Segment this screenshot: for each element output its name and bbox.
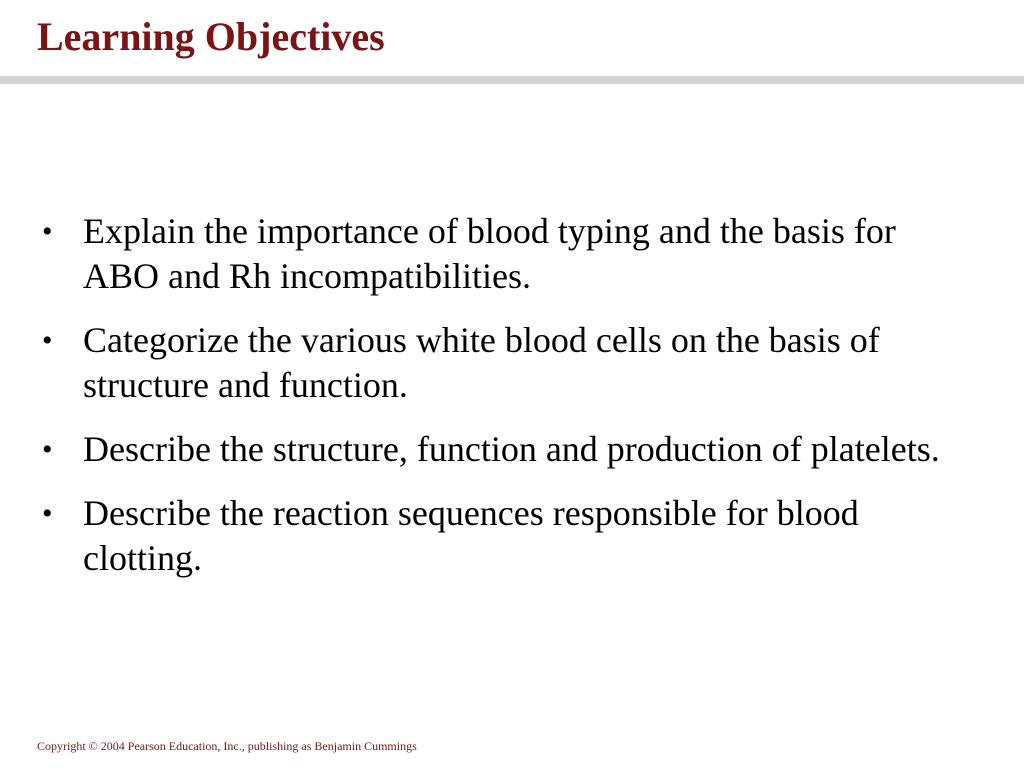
list-item <box>42 491 962 581</box>
objectives-list <box>42 209 962 600</box>
bullet-icon: • <box>42 497 53 530</box>
bullet-icon: • <box>42 433 53 466</box>
bullet-text: Explain the importance of blood typing and the basis for ABO and Rh incompatibilities. <box>83 211 896 296</box>
bullet-text: Describe the structure, function and production of platelets. <box>83 429 940 469</box>
bullet-text: Categorize the various white blood cells on the basis of structure and function. <box>83 320 880 405</box>
bullet-text: Describe the reaction sequences responsible for blood clotting. <box>83 493 859 578</box>
slide-title: Learning Objectives <box>37 14 385 59</box>
title-divider <box>0 76 1024 84</box>
bullet-icon: • <box>42 215 53 248</box>
list-item <box>42 209 962 299</box>
list-item <box>42 318 962 408</box>
bullet-icon: • <box>42 324 53 357</box>
list-item <box>42 427 962 472</box>
copyright-footer: Copyright © 2004 Pearson Education, Inc., publishing as Benjamin Cummings <box>37 739 417 753</box>
